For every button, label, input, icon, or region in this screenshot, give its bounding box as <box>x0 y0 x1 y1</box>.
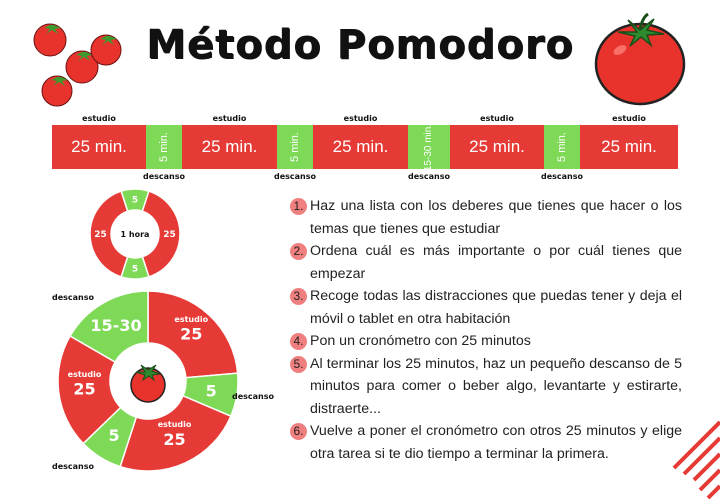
big-donut-segment-label-1: estudio <box>174 314 209 324</box>
small-donut-segment-value-3: 5 <box>131 264 139 275</box>
big-donut-segment-value-2: 5 <box>205 381 217 401</box>
big-donut-segment-label-3: estudio <box>157 420 192 430</box>
timeline-rest-1: 5 min. descanso <box>146 125 182 169</box>
cycle-donut-chart <box>55 288 241 474</box>
small-donut-segment-value-2: 25 <box>163 230 176 241</box>
timeline-rest-4: 5 min. descanso <box>544 125 580 169</box>
timeline-study-4: 25 min. estudio <box>450 125 544 169</box>
step-6: 6. Vuelve a poner el cronómetro con otros 25 minutos y elige otra tarea si te dio tiempo a terminar la primera. <box>290 420 682 465</box>
page-title: Método Pomodoro <box>146 22 574 68</box>
pomodoro-timeline <box>52 114 678 181</box>
step-number-badge: 2. <box>290 243 307 260</box>
tomato-cluster-icon <box>30 15 130 110</box>
small-donut-center-label: 1 hora <box>120 230 150 239</box>
step-4: 4. Pon un cronómetro con 25 minutos <box>290 330 682 353</box>
small-donut-segment-value-1: 5 <box>131 195 139 206</box>
timeline-rest-3: 15-30 min. descanso <box>407 123 451 181</box>
hour-donut-chart <box>88 187 182 281</box>
small-donut-segment-value-4: 25 <box>94 230 107 241</box>
big-donut-label-rest-top: descanso <box>52 293 95 302</box>
big-donut-segment-value-6: 15-30 <box>90 316 142 336</box>
big-donut-segment-value-3: 25 <box>163 429 186 449</box>
step-3: 3. Recoge todas las distracciones que puedas tener y deja el móvil o tablet en otra habitación <box>290 285 682 330</box>
tomato-icon <box>590 8 690 108</box>
step-1: 1. Haz una lista con los deberes que tienes que hacer o los temas que tienes que estudiar <box>290 195 682 240</box>
tomato-icon <box>131 365 165 402</box>
step-5: 5. Al terminar los 25 minutos, haz un pequeño descanso de 5 minutos para comer o beber algo, levantarte y estirarte, distraerte... <box>290 353 682 421</box>
step-number-badge: 3. <box>290 288 307 305</box>
big-donut-segment-label-5: estudio <box>67 369 102 379</box>
steps-list <box>290 195 682 465</box>
step-number-badge: 4. <box>290 333 307 350</box>
timeline-study-1: 25 min. estudio <box>52 125 146 169</box>
big-donut-segment-value-1: 25 <box>180 324 203 344</box>
timeline-study-2: 25 min. estudio <box>182 125 277 169</box>
step-number-badge: 5. <box>290 356 307 373</box>
big-donut-label-rest-right: descanso <box>232 392 275 401</box>
step-2: 2. Ordena cuál es más importante o por cuál tienes que empezar <box>290 240 682 285</box>
timeline-study-5: 25 min. estudio <box>580 125 678 169</box>
timeline-study-3: 25 min. estudio <box>313 125 408 169</box>
big-donut-segment-value-5: 25 <box>73 379 96 399</box>
step-number-badge: 1. <box>290 198 307 215</box>
timeline-rest-2: 5 min. descanso <box>277 125 313 169</box>
step-number-badge: 6. <box>290 423 307 440</box>
big-donut-segment-value-4: 5 <box>108 425 120 445</box>
big-donut-label-rest-bottom: descanso <box>52 462 95 471</box>
decorative-stripes <box>660 420 720 500</box>
